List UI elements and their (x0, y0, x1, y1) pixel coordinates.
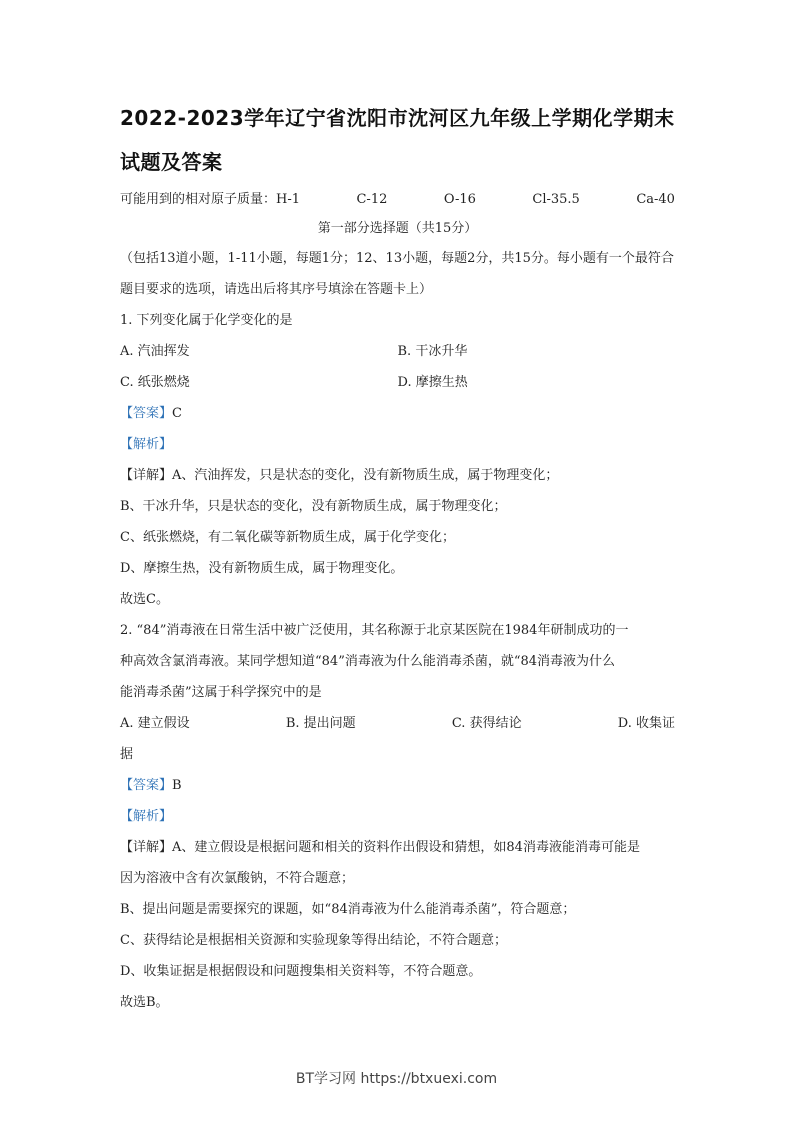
q2-option-b: B. 提出问题 (285, 716, 356, 731)
mass-cl: Cl-35.5 (532, 192, 580, 207)
q2-answer (120, 770, 675, 801)
q1-option-b: B. 干冰升华 (397, 344, 468, 359)
section-title: 第一部分选择题（共15分） (317, 221, 478, 236)
q2-options (120, 708, 675, 739)
document-page (120, 96, 675, 1018)
answer-tag: 【答案】 (120, 778, 173, 793)
q1-answer (120, 398, 675, 429)
q1-detail-c: C、纸张燃烧，有二氧化碳等新物质生成，属于化学变化； (120, 530, 455, 545)
q1-option-c: C. 纸张燃烧 (120, 375, 190, 390)
q2-stem-line3: 能消毒杀菌”这属于科学探究中的是 (120, 685, 322, 700)
q1-options-row2 (120, 367, 675, 398)
q2-detail-b: B、提出问题是需要探究的课题，如“84消毒液为什么能消毒杀菌”，符合题意； (120, 902, 576, 917)
q1-option-d: D. 摩擦生热 (397, 375, 468, 390)
q1-answer-value: C (172, 406, 182, 421)
q2-detail-line2: 因为溶液中含有次氯酸钠，不符合题意； (120, 871, 355, 886)
q2-conclusion: 故选B。 (120, 995, 169, 1010)
q1-detail-b: B、干冰升华，只是状态的变化，没有新物质生成，属于物理变化； (120, 499, 507, 514)
document-title-line2: 试题及答案 (120, 150, 223, 174)
q2-option-d: D. 收集证 (617, 716, 675, 731)
q2-option-wrap: 据 (120, 747, 134, 762)
q2-analysis-tag: 【解析】 (120, 809, 173, 824)
q2-detail-a: A、建立假设是根据问题和相关的资料作出假设和猜想，如84消毒液能消毒可能是 (172, 840, 640, 855)
detail-tag: 【详解】 (120, 468, 173, 483)
q2-detail-line1 (120, 832, 675, 863)
mass-o: O-16 (443, 192, 476, 207)
q1-detail-a: A、汽油挥发，只是状态的变化，没有新物质生成，属于物理变化； (172, 468, 559, 483)
q1-options-row1 (120, 336, 675, 367)
mass-h: 可能用到的相对原子质量：H-1 (120, 192, 301, 207)
mass-c: C-12 (356, 192, 388, 207)
footer-watermark: BT学习网 https://btxuexi.com (295, 1071, 498, 1087)
q2-detail-c: C、获得结论是根据相关资源和实验现象等得出结论，不符合题意； (120, 933, 507, 948)
q1-analysis-tag: 【解析】 (120, 437, 173, 452)
mass-ca: Ca-40 (636, 192, 675, 207)
q1-stem: 1. 下列变化属于化学变化的是 (120, 313, 293, 328)
document-title-line1: 2022-2023学年辽宁省沈阳市沈河区九年级上学期化学期末 (120, 106, 675, 130)
detail-tag: 【详解】 (120, 840, 173, 855)
answer-tag: 【答案】 (120, 406, 173, 421)
q2-stem-line2: 种高效含氯消毒液。某同学想知道“84”消毒液为什么能消毒杀菌，就“84消毒液为什么 (120, 654, 616, 669)
q2-option-a: A. 建立假设 (120, 716, 190, 731)
q2-option-c: C. 获得结论 (451, 716, 522, 731)
q1-detail-0 (120, 460, 675, 491)
q2-stem-line1: 2. “84”消毒液在日常生活中被广泛使用，其名称源于北京某医院在1984年研制成功的一 (120, 623, 629, 638)
q1-option-a: A. 汽油挥发 (120, 344, 190, 359)
atomic-masses (120, 184, 675, 215)
instructions: （包括13道小题，1-11小题，每题1分；12、13小题，每题2分，共15分。每小题有一个最符合题目要求的选项，请选出后将其序号填涂在答题卡上） (120, 251, 674, 297)
q2-answer-value: B (172, 778, 182, 793)
q1-conclusion: 故选C。 (120, 592, 169, 607)
q1-detail-d: D、摩擦生热，没有新物质生成，属于物理变化。 (120, 561, 404, 576)
q2-detail-d: D、收集证据是根据假设和问题搜集相关资料等，不符合题意。 (120, 964, 482, 979)
